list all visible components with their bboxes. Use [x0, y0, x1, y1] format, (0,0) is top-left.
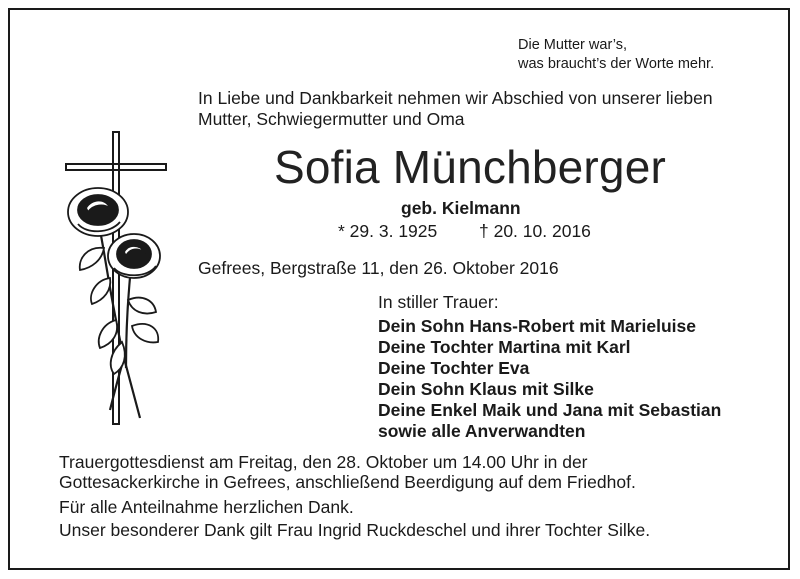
motto-line: Die Mutter war’s, — [518, 37, 628, 53]
service-info — [59, 452, 636, 492]
special-thanks-text: Unser besonderer Dank gilt Frau Ingrid Ruckdeschel und ihrer Tochter Silke. — [59, 520, 651, 540]
birth-date: * 29. 3. 1925 — [338, 221, 438, 241]
motto-line: was braucht’s der Worte mehr. — [518, 56, 715, 72]
mourner-item: Dein Sohn Hans-Robert mit Marieluise — [378, 316, 696, 336]
mourner-item: sowie alle Anverwandten — [378, 421, 586, 441]
mourner-item: Deine Enkel Maik und Jana mit Sebastian — [378, 400, 722, 420]
intro-line: Mutter, Schwiegermutter und Oma — [198, 109, 465, 129]
service-line: Trauergottesdienst am Freitag, den 28. Oktober um 14.00 Uhr in der — [59, 452, 588, 472]
death-date: † 20. 10. 2016 — [479, 221, 591, 241]
service-line: Gottesackerkirche in Gefrees, anschließend Beerdigung auf dem Friedhof. — [59, 472, 636, 492]
mourners-list — [378, 316, 721, 442]
place-and-date: Gefrees, Bergstraße 11, den 26. Oktober 2016 — [198, 258, 559, 278]
deceased-name: Sofia Münchberger — [273, 141, 667, 193]
mourning-heading: In stiller Trauer: — [378, 292, 499, 312]
mourner-item: Deine Tochter Martina mit Karl — [378, 337, 631, 357]
intro-line: In Liebe und Dankbarkeit nehmen wir Abschied von unserer lieben — [198, 88, 713, 108]
thanks-text: Für alle Anteilnahme herzlichen Dank. — [59, 497, 354, 517]
mourner-item: Deine Tochter Eva — [378, 358, 530, 378]
motto — [518, 36, 714, 74]
mourner-item: Dein Sohn Klaus mit Silke — [378, 379, 594, 399]
intro-text — [198, 88, 713, 130]
maiden-name: geb. Kielmann — [401, 198, 521, 218]
